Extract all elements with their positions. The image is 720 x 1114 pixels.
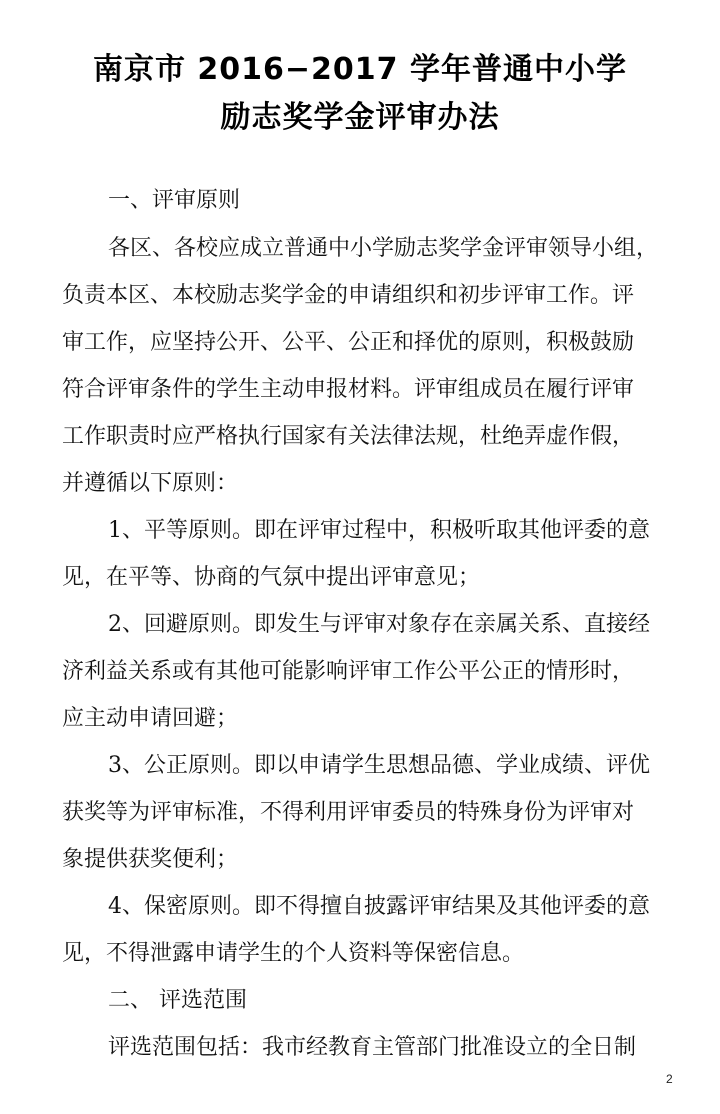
paragraph-line: 获奖等为评审标准，不得利用评审委员的特殊身份为评审对 <box>62 800 635 825</box>
paragraph-line: 1、平等原则。即在评审过程中，积极听取其他评委的意 <box>108 518 650 543</box>
paragraph-line: 2、回避原则。即发生与评审对象存在亲属关系、直接经 <box>108 612 650 637</box>
paragraph-line: 工作职责时应严格执行国家有关法律法规，杜绝弄虚作假， <box>62 424 635 449</box>
page-number: 2 <box>666 1072 673 1086</box>
document-title-line-2: 励志奖学金评审办法 <box>220 100 500 135</box>
paragraph-line: 4、保密原则。即不得擅自披露评审结果及其他评委的意 <box>108 894 650 919</box>
section-heading-scope: 二、 评选范围 <box>108 988 247 1013</box>
paragraph-line: 见，在平等、协商的气氛中提出评审意见； <box>62 565 481 590</box>
paragraph-line: 象提供获奖便利； <box>62 847 239 872</box>
paragraph-line: 负责本区、本校励志奖学金的申请组织和初步评审工作。评 <box>62 283 635 308</box>
section-heading-principles: 一、评审原则 <box>108 188 241 213</box>
paragraph-line: 见，不得泄露申请学生的个人资料等保密信息。 <box>62 941 525 966</box>
paragraph-line: 各区、各校应成立普通中小学励志奖学金评审领导小组， <box>108 236 659 261</box>
paragraph-line: 应主动申请回避； <box>62 706 239 731</box>
paragraph-line: 符合评审条件的学生主动申报材料。评审组成员在履行评审 <box>62 377 635 402</box>
paragraph-line: 3、公正原则。即以申请学生思想品德、学业成绩、评优 <box>108 753 650 778</box>
paragraph-line: 审工作，应坚持公开、公平、公正和择优的原则，积极鼓励 <box>62 330 635 355</box>
paragraph-line: 评选范围包括：我市经教育主管部门批准设立的全日制 <box>108 1035 637 1060</box>
paragraph-line: 并遵循以下原则： <box>62 471 239 496</box>
paragraph-line: 济利益关系或有其他可能影响评审工作公平公正的情形时， <box>62 659 635 684</box>
document-title-line-1: 南京市 2016−2017 学年普通中小学 <box>92 52 628 87</box>
